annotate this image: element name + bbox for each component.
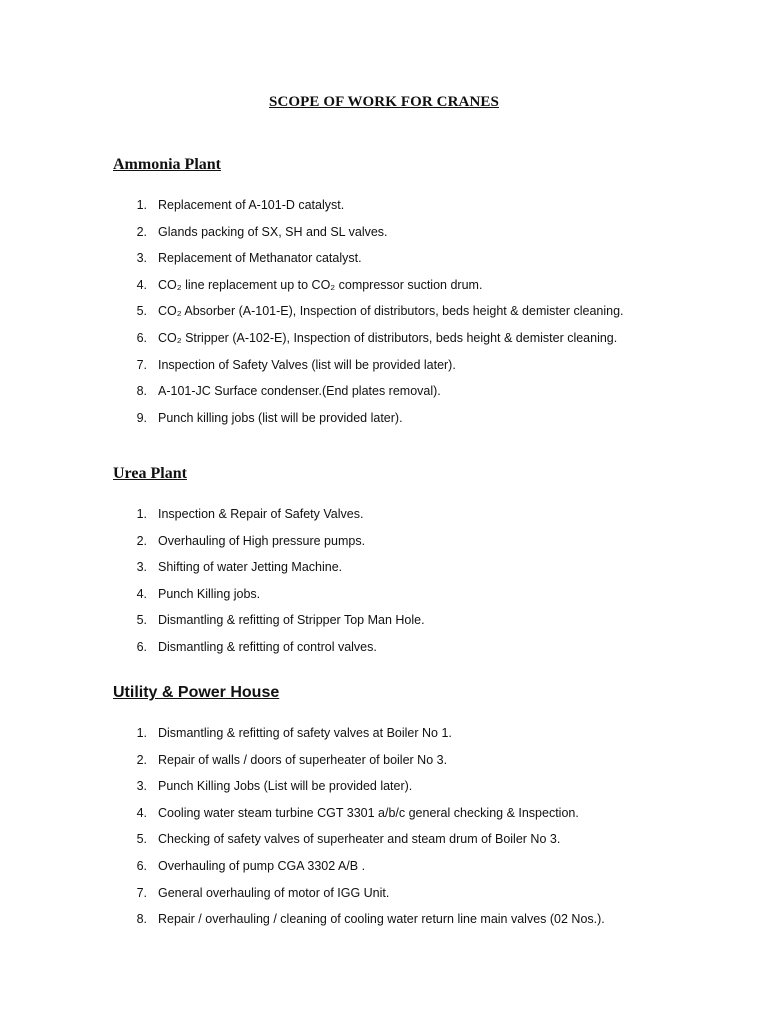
list-item: [0, 405, 768, 432]
list-item: [0, 747, 768, 774]
list-item: [0, 219, 768, 246]
item-number: 1.: [136, 198, 147, 212]
item-number: 8.: [136, 912, 147, 927]
list-item: [0, 720, 768, 747]
item-text: Glands packing of SX, SH and SL valves.: [158, 224, 388, 239]
list-item: [0, 378, 768, 405]
list-item: [0, 298, 768, 325]
item-number: 8.: [136, 384, 147, 399]
item-text: Dismantling & refitting of safety valves at Boiler No 1.: [158, 726, 452, 740]
item-number: 2.: [136, 224, 147, 239]
item-text: Punch Killing Jobs (List will be provided later).: [158, 779, 413, 794]
list-item: [0, 906, 768, 933]
item-number: 5.: [136, 832, 147, 847]
item-text: Inspection of Safety Valves (list will be provided later).: [158, 357, 456, 372]
list-item: [0, 501, 768, 528]
item-text: Checking of safety valves of superheater and steam drum of Boiler No 3.: [158, 832, 561, 847]
item-text: Repair of walls / doors of superheater of boiler No 3.: [158, 752, 448, 767]
list-item: [0, 800, 768, 827]
item-number: 5.: [136, 613, 147, 628]
item-text: Overhauling of pump CGA 3302 A/B .: [158, 858, 366, 873]
list-item: [0, 554, 768, 581]
item-text: A-101-JC Surface condenser.(End plates removal).: [158, 384, 441, 399]
item-text: Repair / overhauling / cleaning of cooling water return line main valves (02 Nos.).: [158, 912, 605, 927]
list-item: [0, 634, 768, 661]
section-heading-urea-plant: Urea Plant: [113, 465, 187, 482]
urea-plant-list: [0, 501, 768, 661]
list-item: [0, 325, 768, 352]
item-text: Inspection & Repair of Safety Valves.: [158, 507, 364, 521]
item-number: 3.: [136, 251, 147, 266]
item-number: 7.: [136, 357, 147, 372]
item-number: 7.: [136, 885, 147, 900]
item-number: 3.: [136, 560, 147, 575]
item-number: 4.: [136, 277, 147, 292]
list-item: [0, 352, 768, 379]
list-item: [0, 880, 768, 907]
item-number: 5.: [136, 304, 147, 319]
item-text: Overhauling of High pressure pumps.: [158, 533, 366, 548]
item-number: 4.: [136, 586, 147, 601]
list-item: [0, 192, 768, 219]
utility-power-house-list: [0, 720, 768, 933]
item-text: CO₂ Absorber (A-101-E), Inspection of distributors, beds height & demister cleaning.: [158, 304, 624, 319]
item-number: 6.: [136, 639, 147, 654]
list-item: [0, 607, 768, 634]
item-text: Replacement of Methanator catalyst.: [158, 251, 362, 266]
list-item: [0, 528, 768, 555]
item-text: Replacement of A-101-D catalyst.: [158, 198, 345, 212]
item-text: CO₂ Stripper (A-102-E), Inspection of distributors, beds height & demister cleaning.: [158, 330, 618, 345]
item-number: 1.: [136, 726, 147, 740]
list-item: [0, 581, 768, 608]
item-number: 9.: [136, 410, 147, 425]
item-text: General overhauling of motor of IGG Unit.: [158, 885, 390, 900]
item-number: 3.: [136, 779, 147, 794]
item-text: CO₂ line replacement up to CO₂ compressor suction drum.: [158, 277, 483, 292]
item-text: Dismantling & refitting of control valves.: [158, 639, 377, 654]
list-item: [0, 773, 768, 800]
item-text: Cooling water steam turbine CGT 3301 a/b/c general checking & Inspection.: [158, 805, 579, 820]
item-number: 6.: [136, 858, 147, 873]
list-item: [0, 245, 768, 272]
section-heading-ammonia-plant: Ammonia Plant: [113, 156, 221, 173]
item-number: 6.: [136, 330, 147, 345]
item-number: 1.: [136, 507, 147, 521]
page-title: SCOPE OF WORK FOR CRANES: [269, 94, 499, 110]
item-text: Dismantling & refitting of Stripper Top Man Hole.: [158, 613, 425, 628]
list-item: [0, 272, 768, 299]
item-number: 2.: [136, 533, 147, 548]
item-number: 4.: [136, 805, 147, 820]
item-text: Punch killing jobs (list will be provided later).: [158, 410, 403, 425]
ammonia-plant-list: [0, 192, 768, 431]
list-item: [0, 826, 768, 853]
item-text: Shifting of water Jetting Machine.: [158, 560, 343, 575]
item-text: Punch Killing jobs.: [158, 586, 261, 601]
item-number: 2.: [136, 752, 147, 767]
section-heading-utility-power-house: Utility & Power House: [113, 684, 280, 701]
list-item: [0, 853, 768, 880]
